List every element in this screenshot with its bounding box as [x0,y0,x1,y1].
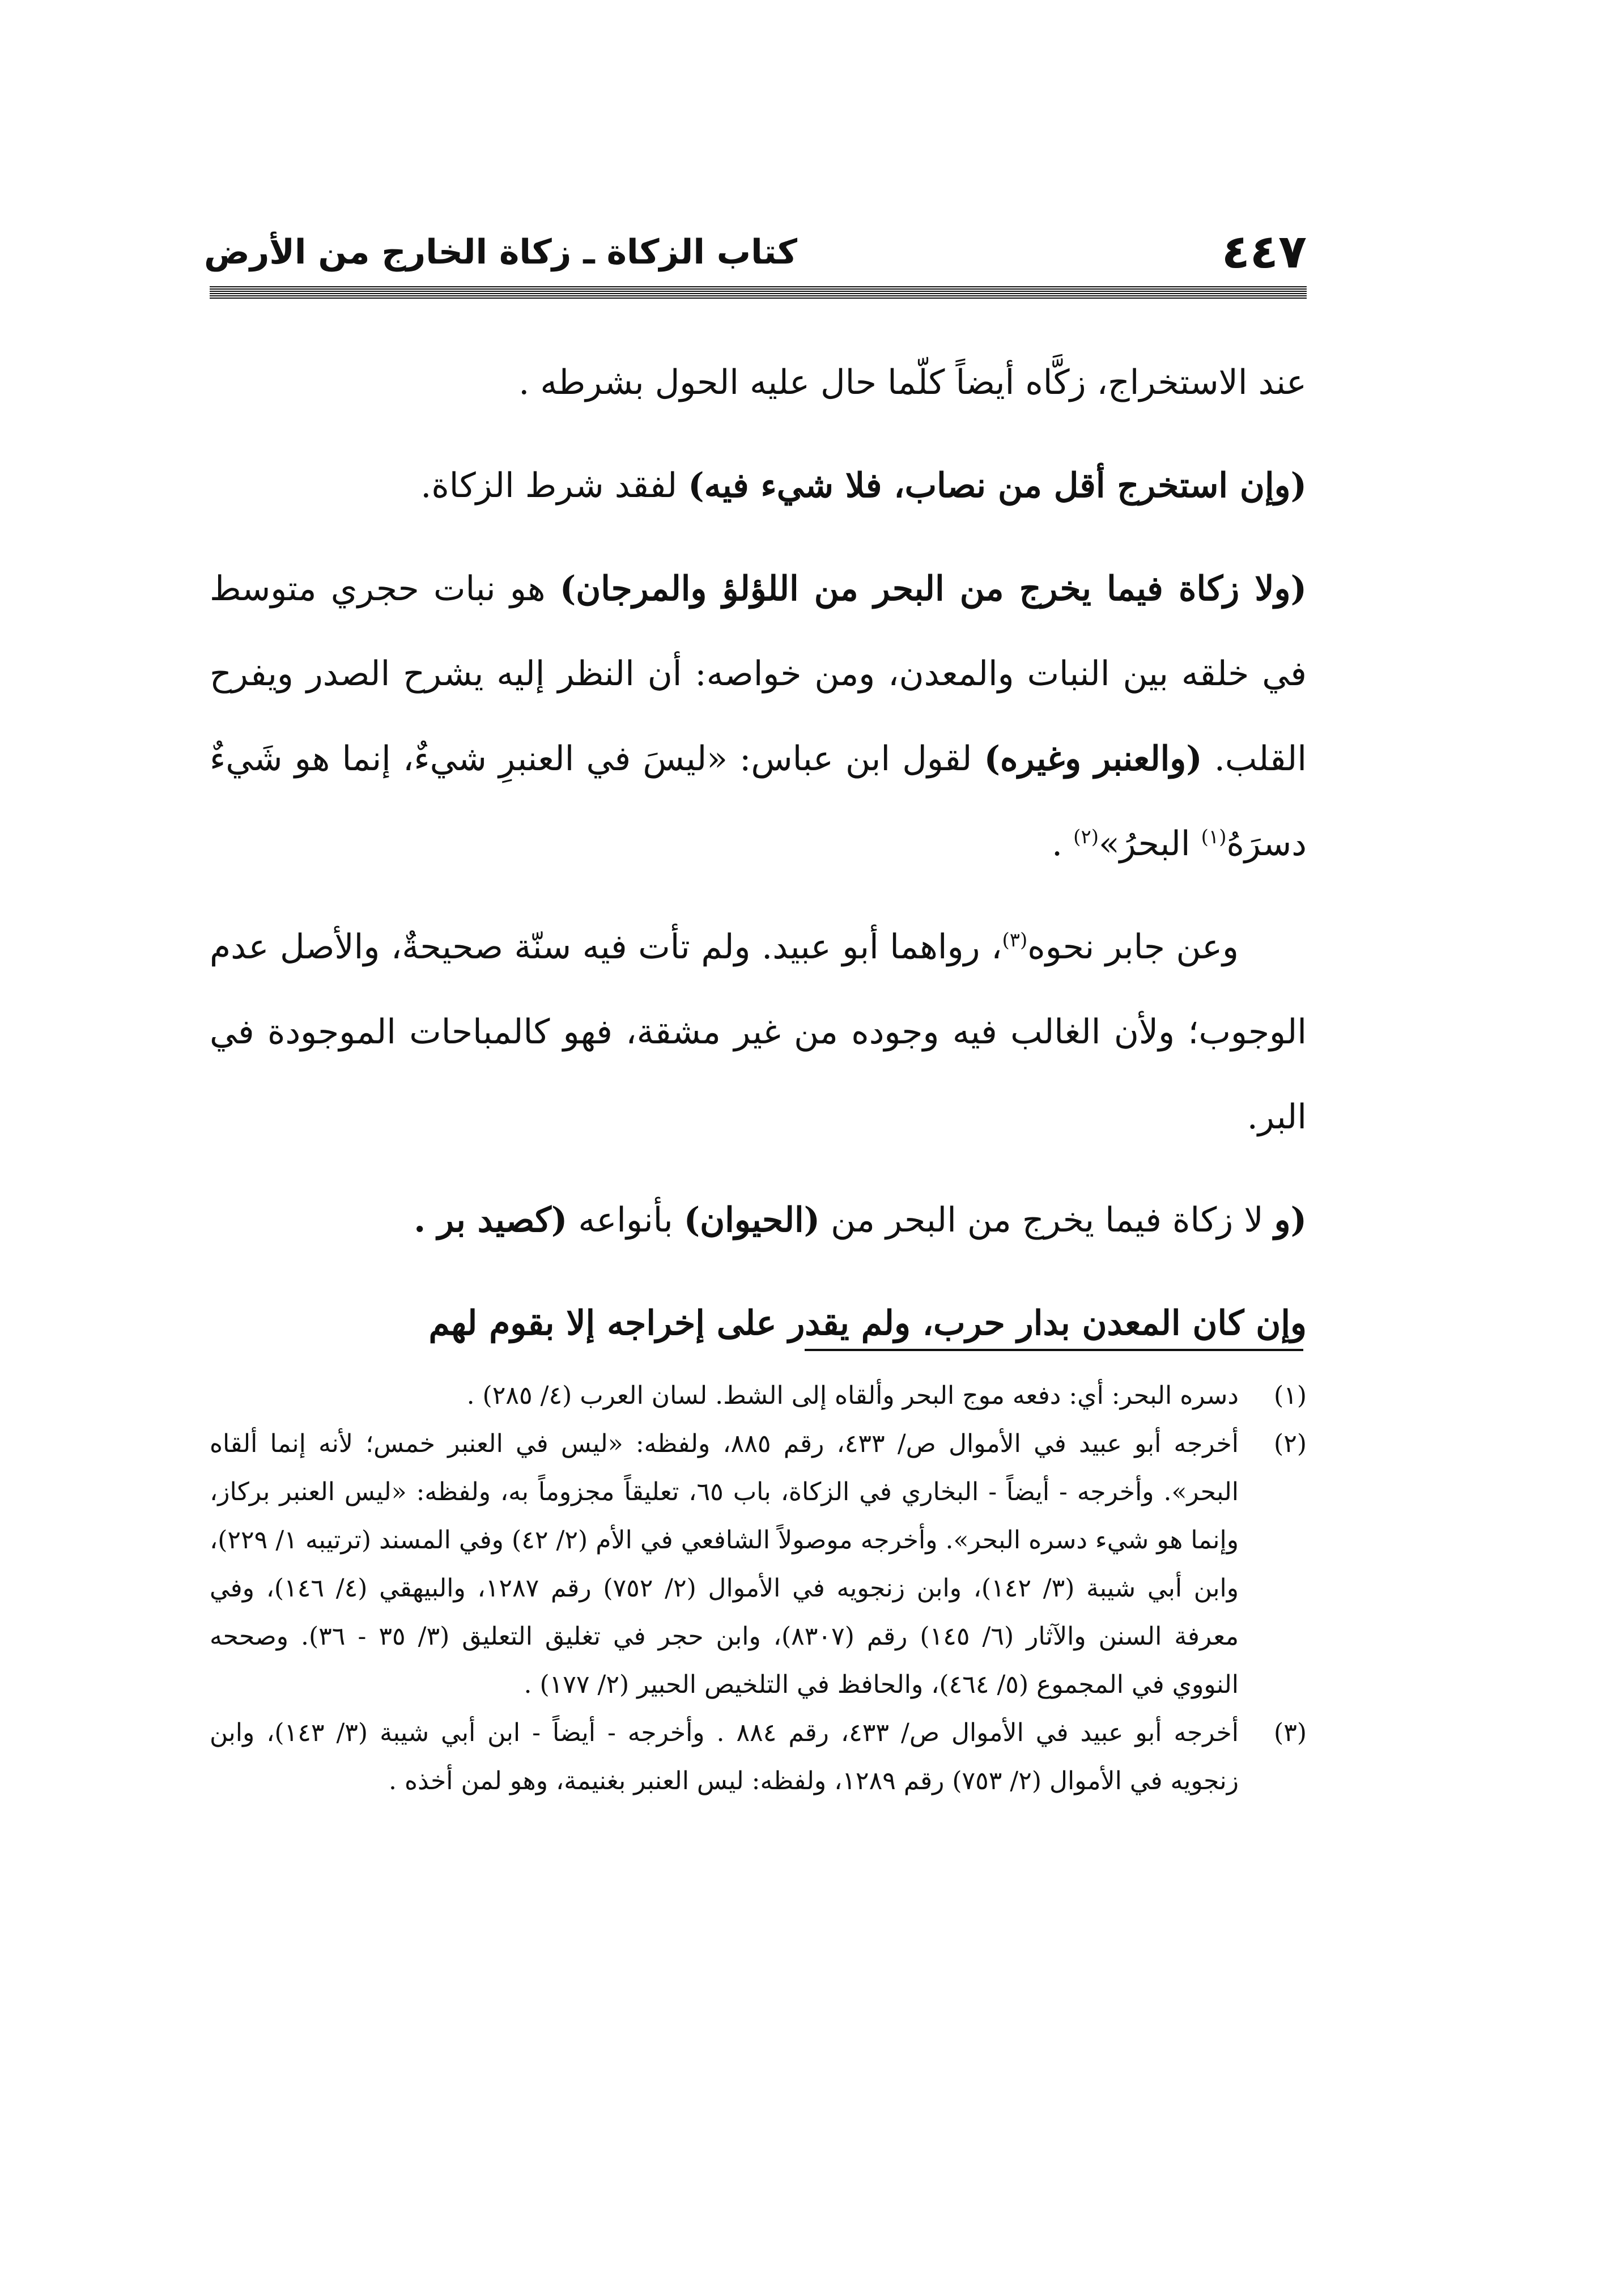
paragraph-5 [210,1178,1307,1263]
footnote-text: دسره البحر: أي: دفعه موج البحر وألقاه إلى الشط. لسان العرب (٤/ ٢٨٥) . [466,1381,1239,1410]
footnote-ref-3[interactable]: (٣) [1002,929,1028,952]
bold-matn: (وإن استخرج أقل من نصاب، فلا شيء فيه) [688,466,1307,506]
paragraph-1: عند الاستخراج، زكَّاه أيضاً كلّما حال عليه الحول بشرطه . [518,363,1307,402]
bold-matn: (كصيد بر . [414,1200,568,1240]
footnote-number: (٢) [1274,1429,1307,1458]
footnote-text: أخرجه أبو عبيد في الأموال ص/ ٤٣٣، رقم ٨٨٤ . وأخرجه - أيضاً - ابن أبي شيبة (٣/ ١٤٣)، وابن زنجويه في الأموال (٢/ ٧٥٣) رقم ١٢٨٩، ولفظه: ليس العنبر بغنيمة، وهو لمن أخذه . [210,1718,1239,1795]
commentary-text: لفقد شرط الزكاة. [420,466,688,506]
commentary-text: لا زكاة فيما يخرج من البحر من [820,1200,1274,1240]
bold-matn: (والعنبر وغيره) [984,739,1202,779]
footnote-number: (١) [1274,1381,1307,1410]
footnote-ref-2[interactable]: (٢) [1073,826,1099,848]
footnote-ref-1[interactable]: (١) [1201,826,1227,848]
commentary-text: وعن جابر نحوه [1027,927,1239,967]
paragraph-2 [210,443,1307,528]
footnote-3 [210,1709,1307,1805]
commentary-text: البحرُ» [1098,824,1201,864]
page-header [204,224,1307,281]
main-text [210,340,1307,1384]
running-title: كتاب الزكاة ـ زكاة الخارج من الأرض [204,232,797,272]
paragraph-6: وإن كان المعدن بدار حرب، ولم يقدر على إخراجه إلا بقوم لهم [428,1303,1307,1343]
commentary-text: . [1052,824,1074,864]
footnote-2 [210,1420,1307,1709]
header-rule [210,286,1307,299]
footnote-text: أخرجه أبو عبيد في الأموال ص/ ٤٣٣، رقم ٨٨٥، ولفظه: «ليس في العنبر خمس؛ لأنه إنما ألقاه البحر». وأخرجه - أيضاً - البخاري في الزكاة، باب ٦٥، تعليقاً مجزوماً به، ولفظه: «ليس العنبر بركاز، وإنما هو شيء دسره البحر». وأخرجه موصولاً الشافعي في الأم (٢/ ٤٢) وفي المسند (ترتيبه ١/ ٢٢٩)، وابن أبي شيبة (٣/ ١٤٢)، وابن زنجويه في الأموال (٢/ ٧٥٢) رقم ١٢٨٧، والبيهقي (٤/ ١٤٦)، وفي معرفة السنن والآثار (٦/ ١٤٥) رقم (٨٣٠٧)، وابن حجر في تغليق التعليق (٣/ ٣٥ - ٣٦). وصححه النووي في المجموع (٥/ ٤٦٤)، والحافظ في التلخيص الحبير (٢/ ١٧٧) . [210,1429,1239,1699]
bold-matn: (و [1274,1200,1307,1240]
commentary-text: بأنواعه [567,1200,684,1240]
bold-matn: (الحيوان) [683,1200,820,1240]
footnote-1 [210,1371,1307,1420]
commentary-text: لقول ابن عباس: «ليسَ في العنبرِ شيءٌ، إنما هو شَيءٌ دسرَهُ [210,739,1307,864]
paragraph-4 [210,905,1307,1160]
bold-matn: (ولا زكاة فيما يخرج من البحر من اللؤلؤ والمرجان) [559,569,1307,609]
footnotes [210,1371,1307,1805]
footnote-number: (٣) [1274,1718,1307,1747]
paragraph-3 [210,546,1307,886]
commentary-text: هو نبات حجري متوسط في خلقه بين النبات والمعدن، ومن خواصه: أن النظر إليه يشرح الصدر ويفرح القلب. [210,569,1307,779]
page-number: ٤٤٧ [1221,225,1307,279]
commentary-text: ، رواهما أبو عبيد. ولم تأت فيه سنّة صحيحةٌ، والأصل عدم الوجوب؛ ولأن الغالب فيه وجوده من غير مشقة، فهو كالمباحات الموجودة في البر. [210,927,1307,1137]
footnote-separator [805,1349,1303,1351]
